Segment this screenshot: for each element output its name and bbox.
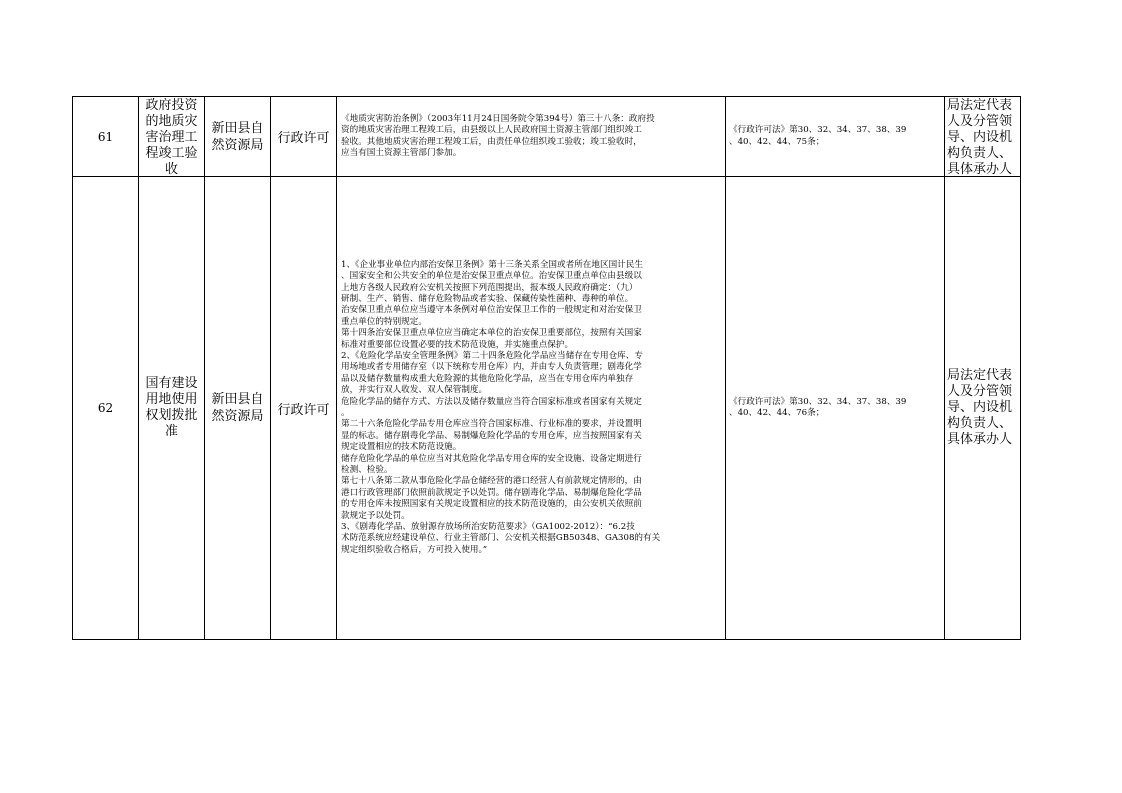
permit-type: 行政许可 xyxy=(271,97,337,177)
implementing-department: 新田县自 然资源局 xyxy=(205,97,271,177)
legal-basis: 《地质灾害防治条例》（2003年11月24日国务院令第394号）第三十八条：政府投 资的地质灾害治理工程竣工后，由县级以上人民政府国土资源主管部门组织竣工 验收。其他地质灾害治理工程竣工后，由责任单位组织竣工验收；竣工验收时， 应当有国土资源主管部门参加。 xyxy=(337,97,726,177)
item-number: 61 xyxy=(73,97,139,177)
table-row xyxy=(73,177,1021,640)
item-name: 政府投资 的地质灾 害治理工 程竣工验 收 xyxy=(139,97,205,177)
permit-type: 行政许可 xyxy=(271,177,337,640)
table-row xyxy=(73,97,1021,177)
implementing-department: 新田县自 然资源局 xyxy=(205,177,271,640)
responsible-persons: 局法定代表 人及分管领 导、内设机 构负责人、 具体承办人 xyxy=(945,97,1021,177)
permit-table xyxy=(72,96,1021,640)
responsibility-basis: 《行政许可法》第30、32、34、37、38、39 、40、42、44、76条； xyxy=(726,177,945,640)
responsible-persons: 局法定代表 人及分管领 导、内设机 构负责人、 具体承办人 xyxy=(945,177,1021,640)
item-name: 国有建设 用地使用 权划拨批 准 xyxy=(139,177,205,640)
item-number: 62 xyxy=(73,177,139,640)
legal-basis: 1、《企业事业单位内部治安保卫条例》第十三条关系全国或者所在地区国计民生 、国家安全和公共安全的单位是治安保卫重点单位。治安保卫重点单位由县级以 上地方各级人民政府公安机关按照下列范围提出，报本级人民政府确定：（九） 研制、生产、销售、储存危险物品或者实验、保藏传染性菌种、毒种的单位。 治安保卫重点单位应当遵守本条例对单位治安保卫工作的一般规定和对治安保卫 重点单位的特别规定。 第十四条治安保卫重点单位应当确定本单位的治安保卫重要部位，按照有关国家 标准对重要部位设置必要的技术防范设施，并实施重点保护。 2、《危险化学品安全管理条例》第二十四条危险化学品应当储存在专用仓库、专 用场地或者专用储存室（以下统称专用仓库）内，并由专人负责管理；剧毒化学 品以及储存数量构成重大危险源的其他危险化学品，应当在专用仓库内单独存 放，并实行双人收发、双人保管制度。 危险化学品的储存方式、方法以及储存数量应当符合国家标准或者国家有关规定 。 第二十六条危险化学品专用仓库应当符合国家标准、行业标准的要求，并设置明 显的标志。储存剧毒化学品、易制爆危险化学品的专用仓库，应当按照国家有关 规定设置相应的技术防范设施。 储存危险化学品的单位应当对其危险化学品专用仓库的安全设施、设备定期进行 检测、检验。 第七十八条第二款从事危险化学品仓储经营的港口经营人有前款规定情形的，由 港口行政管理部门依照前款规定予以处罚。储存剧毒化学品、易制爆危险化学品 的专用仓库未按照国家有关规定设置相应的技术防范设施的，由公安机关依照前 款规定予以处罚。 3、《剧毒化学品、放射源存放场所治安防范要求》（GA1002-2012）：“6.2技 术防范系统应经建设单位、行业主管部门、公安机关根据GB50348、GA308的有关 规定组织验收合格后，方可投入使用。” xyxy=(337,177,726,640)
responsibility-basis: 《行政许可法》第30、32、34、37、38、39 、40、42、44、75条； xyxy=(726,97,945,177)
